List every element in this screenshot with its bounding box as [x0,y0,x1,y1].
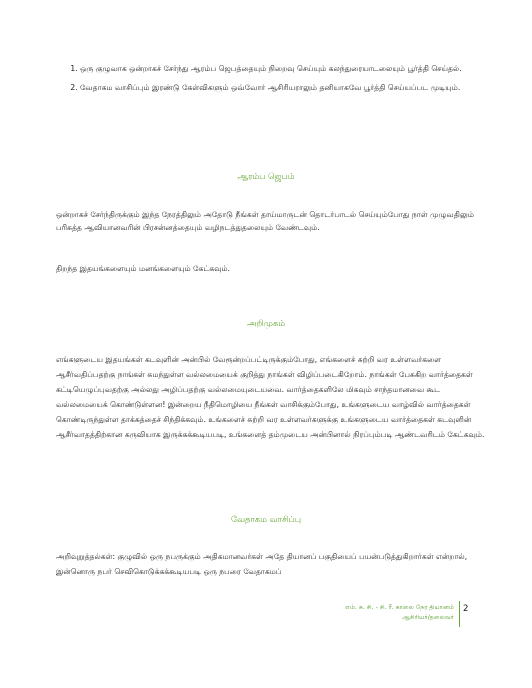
section-heading-opening-prayer: ஆரம்ப ஜெபம் [237,171,295,181]
list-item: 1. ஒரு குழுவாக ஒன்றாகச் சேர்ந்து ஆரம்ப ஜெபத்தையும் நிறைவு செய்யும் கலந்துரையாடலையும் பூர்த்தி செய்தல். [80,62,480,75]
list-item: 2. வேதாகம வாசிப்பும் இரண்டு கேள்விகளும் ஒவ்வோர் ஆசிரியராலும் தனியாகவே பூர்த்தி செய்யப்பட முடியும். [80,81,480,94]
footer-divider [459,601,460,627]
page-number: 2 [463,604,469,614]
bible-reading-paragraph: அறிவுறுத்தல்கள்: குழுவில் ஒரு நபருக்கும் அதிகமானவர்கள் அதே தியானப் பகுதியைப் பயன்படுத்துகிறார்கள் என்றால், இன்னொரு நபர் செவிகொடுக்கக்கூடியபடி ஒரு நபரை வேதாகமப் [56,552,468,576]
introduction-paragraph: எங்களுடைய இதயங்கள் கடவுளின் அன்பில் வேரூன்றப்பட்டிருக்கும்போது, எங்களைச் சுற்றி வர உள்ளவர்களை ஆசீர்வதிப்பதற்கு நாங்கள் சுமந்துள்ள வல்லமையைக் குறித்து நாங்கள் விழிப்படைகிறோம். நாங்கள் பேசுகிற வார்த்தைகள் கட்டியெழுப்புவதற்கு அல்லது அழிப்பதற்கு வல்லமையுடையவை. வார்த்தைகளிலே மிகவும் சாந்தமானவை கூட வல்லமையைக் கொண்டுள்ளன! இன்றைய நீதிமொழியை நீங்கள் வாசிக்கும்போது, உங்களுடைய வாழ்வில் வார்த்தைகள் கொண்டிருந்துள்ள தாக்கத்தைச் சிந்திக்கவும். உங்களைச் சுற்றி வர உள்ளவர்களுக்கு உங்களுடைய வார்த்தைகள் கடவுளின் ஆசீர்வாதத்திற்கான கருவியாக இருக்கக்கூடியபடி, உங்களைத் தம்முடைய அன்பினால் நிரப்பும்படி ஆண்டவரிடம் கேட்கவும். [56,355,485,439]
footer-line-2: ஆசிரியர்/தலைவர் [402,614,454,621]
instructions-list [60,62,480,100]
opening-prayer-paragraph: திறந்த இதயங்களையும் மனங்களையும் கேட்கவும். [56,264,231,273]
section-heading-bible-reading: வேதாகம வாசிப்பு [231,514,301,524]
footer-line-1: எம். சு. சி. - சி. ரீ. காலை நேர தியானம் [345,604,454,611]
section-heading-introduction: அறிமுகம் [247,318,285,328]
opening-prayer-paragraph: ஒன்றாகச் சேர்ந்திருக்கும் இந்த நேரத்திலும் அதோடு நீங்கள் தாய்மாருடன் தொடர்பாடல் செய்யும்போது நாள் முழுவதிலும் பரிசுத்த ஆவியானவரின் பிரசன்னத்தையும் வழிநடத்துதலையும் வேண்டவும். [56,210,474,232]
footer-title [324,603,454,623]
